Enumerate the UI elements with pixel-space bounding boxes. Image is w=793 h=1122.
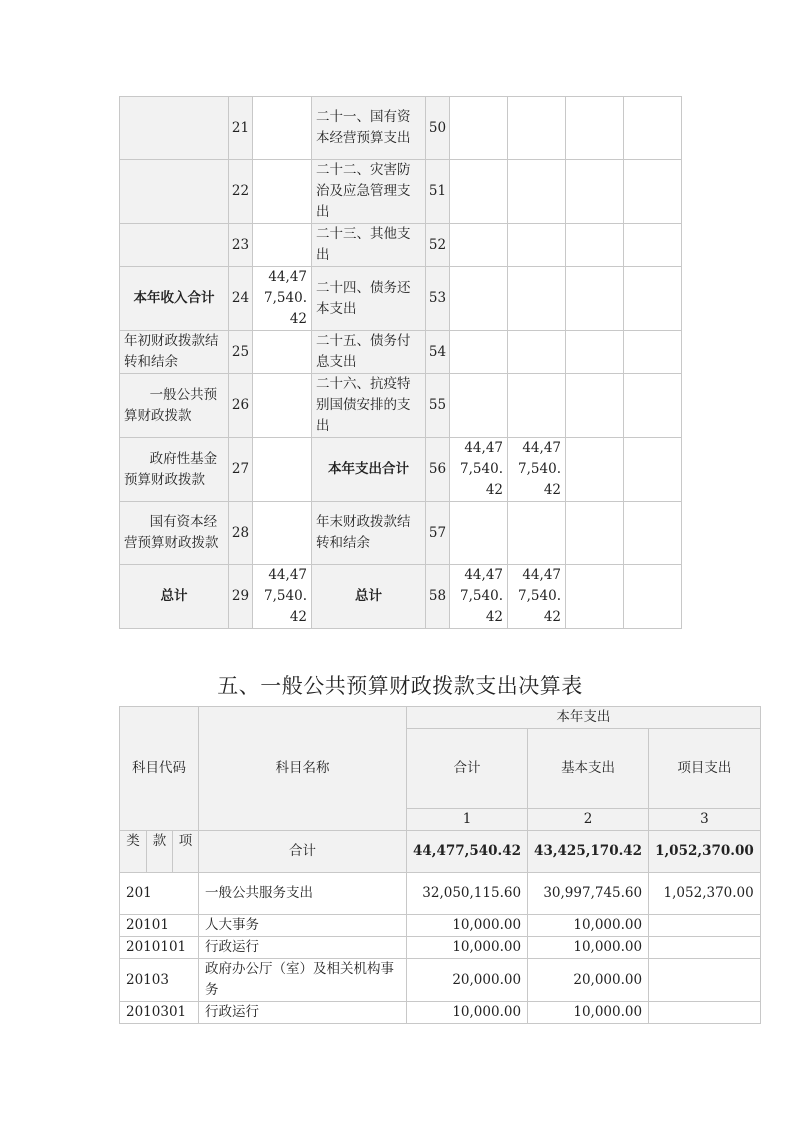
left-item-label bbox=[120, 224, 229, 267]
right-value-v2 bbox=[508, 374, 566, 438]
right-value-v4 bbox=[624, 160, 682, 224]
right-value-v3 bbox=[566, 565, 624, 629]
expenditure-total: 20,000.00 bbox=[407, 959, 528, 1002]
right-value-v1 bbox=[450, 502, 508, 565]
left-item-label: 政府性基金预算财政拨款 bbox=[120, 438, 229, 502]
subject-name: 行政运行 bbox=[199, 937, 407, 959]
table-row bbox=[120, 959, 761, 1002]
header-xiang: 项 bbox=[173, 831, 199, 873]
right-value-v4 bbox=[624, 267, 682, 331]
right-value-v3 bbox=[566, 502, 624, 565]
subject-code: 201 bbox=[120, 873, 199, 915]
right-value-v2 bbox=[508, 502, 566, 565]
right-row-index: 53 bbox=[426, 267, 450, 331]
right-item-label: 二十四、债务还本支出 bbox=[312, 267, 426, 331]
left-value bbox=[253, 438, 312, 502]
left-item-label: 国有资本经营预算财政拨款 bbox=[120, 502, 229, 565]
right-value-v4 bbox=[624, 224, 682, 267]
header-name: 科目名称 bbox=[199, 707, 407, 831]
right-row-index: 51 bbox=[426, 160, 450, 224]
subject-name: 人大事务 bbox=[199, 915, 407, 937]
subject-code: 20101 bbox=[120, 915, 199, 937]
right-value-v4 bbox=[624, 565, 682, 629]
right-row-index: 50 bbox=[426, 97, 450, 160]
right-value-v2 bbox=[508, 97, 566, 160]
left-item-label: 一般公共预算财政拨款 bbox=[120, 374, 229, 438]
col-number-1: 1 bbox=[407, 809, 528, 831]
subject-name: 行政运行 bbox=[199, 1002, 407, 1024]
left-value: 44,477,540.42 bbox=[253, 565, 312, 629]
left-item-label bbox=[120, 160, 229, 224]
expenditure-total: 10,000.00 bbox=[407, 937, 528, 959]
table-row bbox=[120, 873, 761, 915]
table-row bbox=[120, 331, 682, 374]
expenditure-total: 10,000.00 bbox=[407, 1002, 528, 1024]
right-value-v2 bbox=[508, 267, 566, 331]
right-value-v3 bbox=[566, 224, 624, 267]
sum-total: 44,477,540.42 bbox=[407, 831, 528, 873]
subject-name: 一般公共服务支出 bbox=[199, 873, 407, 915]
expenditure-basic: 30,997,745.60 bbox=[528, 873, 649, 915]
expenditure-project: 1,052,370.00 bbox=[649, 873, 761, 915]
sum-project: 1,052,370.00 bbox=[649, 831, 761, 873]
right-row-index: 55 bbox=[426, 374, 450, 438]
header-total: 合计 bbox=[407, 729, 528, 809]
right-value-v1 bbox=[450, 160, 508, 224]
left-row-index: 29 bbox=[229, 565, 253, 629]
table-row bbox=[120, 160, 682, 224]
left-item-label: 本年收入合计 bbox=[120, 267, 229, 331]
table-row bbox=[120, 97, 682, 160]
header-project: 项目支出 bbox=[649, 729, 761, 809]
left-item-label: 总计 bbox=[120, 565, 229, 629]
right-row-index: 56 bbox=[426, 438, 450, 502]
expenditure-project bbox=[649, 1002, 761, 1024]
right-value-v4 bbox=[624, 97, 682, 160]
col-number-3: 3 bbox=[649, 809, 761, 831]
right-item-label: 二十五、债务付息支出 bbox=[312, 331, 426, 374]
expenditure-project bbox=[649, 959, 761, 1002]
right-row-index: 57 bbox=[426, 502, 450, 565]
right-value-v3 bbox=[566, 97, 624, 160]
left-row-index: 22 bbox=[229, 160, 253, 224]
right-value-v1 bbox=[450, 267, 508, 331]
table-row bbox=[120, 565, 682, 629]
sum-label: 合计 bbox=[199, 831, 407, 873]
header-lei: 类 bbox=[120, 831, 147, 873]
right-value-v4 bbox=[624, 374, 682, 438]
right-value-v2 bbox=[508, 224, 566, 267]
general-budget-expenditure-table bbox=[119, 706, 761, 1024]
right-row-index: 54 bbox=[426, 331, 450, 374]
right-value-v2: 44,477,540.42 bbox=[508, 565, 566, 629]
right-item-label: 二十六、抗疫特别国债安排的支出 bbox=[312, 374, 426, 438]
section-title: 五、一般公共预算财政拨款支出决算表 bbox=[217, 674, 583, 698]
right-value-v3 bbox=[566, 374, 624, 438]
header-basic: 基本支出 bbox=[528, 729, 649, 809]
left-value bbox=[253, 224, 312, 267]
right-item-label: 二十一、国有资本经营预算支出 bbox=[312, 97, 426, 160]
header-code: 科目代码 bbox=[120, 707, 199, 831]
table-row bbox=[120, 502, 682, 565]
expenditure-project bbox=[649, 937, 761, 959]
table-row bbox=[120, 374, 682, 438]
left-row-index: 26 bbox=[229, 374, 253, 438]
right-row-index: 52 bbox=[426, 224, 450, 267]
expenditure-basic: 10,000.00 bbox=[528, 1002, 649, 1024]
right-value-v1 bbox=[450, 224, 508, 267]
right-value-v1: 44,477,540.42 bbox=[450, 438, 508, 502]
table-row bbox=[120, 915, 761, 937]
right-row-index: 58 bbox=[426, 565, 450, 629]
right-value-v1 bbox=[450, 331, 508, 374]
subject-code: 20103 bbox=[120, 959, 199, 1002]
right-value-v2 bbox=[508, 160, 566, 224]
left-value bbox=[253, 97, 312, 160]
right-value-v1 bbox=[450, 374, 508, 438]
right-item-label: 二十三、其他支出 bbox=[312, 224, 426, 267]
right-item-label: 二十二、灾害防治及应急管理支出 bbox=[312, 160, 426, 224]
header-kuan: 款 bbox=[147, 831, 173, 873]
header-year-expenditure: 本年支出 bbox=[407, 707, 761, 729]
left-row-index: 27 bbox=[229, 438, 253, 502]
right-value-v4 bbox=[624, 331, 682, 374]
expenditure-basic: 10,000.00 bbox=[528, 937, 649, 959]
subject-name: 政府办公厅（室）及相关机构事务 bbox=[199, 959, 407, 1002]
expenditure-basic: 20,000.00 bbox=[528, 959, 649, 1002]
left-row-index: 23 bbox=[229, 224, 253, 267]
left-row-index: 28 bbox=[229, 502, 253, 565]
left-row-index: 21 bbox=[229, 97, 253, 160]
left-value bbox=[253, 160, 312, 224]
expenditure-total: 10,000.00 bbox=[407, 915, 528, 937]
right-value-v2 bbox=[508, 331, 566, 374]
right-value-v4 bbox=[624, 438, 682, 502]
right-value-v3 bbox=[566, 267, 624, 331]
right-value-v3 bbox=[566, 438, 624, 502]
table-row bbox=[120, 1002, 761, 1024]
left-value bbox=[253, 331, 312, 374]
subject-code: 2010301 bbox=[120, 1002, 199, 1024]
income-expenditure-table bbox=[119, 96, 682, 629]
left-value bbox=[253, 374, 312, 438]
left-row-index: 24 bbox=[229, 267, 253, 331]
right-item-label: 年末财政拨款结转和结余 bbox=[312, 502, 426, 565]
table-row bbox=[120, 224, 682, 267]
left-item-label: 年初财政拨款结转和结余 bbox=[120, 331, 229, 374]
table-row bbox=[120, 267, 682, 331]
left-row-index: 25 bbox=[229, 331, 253, 374]
sum-basic: 43,425,170.42 bbox=[528, 831, 649, 873]
right-item-label: 本年支出合计 bbox=[312, 438, 426, 502]
left-value bbox=[253, 502, 312, 565]
table-row bbox=[120, 438, 682, 502]
right-item-label: 总计 bbox=[312, 565, 426, 629]
left-value: 44,477,540.42 bbox=[253, 267, 312, 331]
table-row bbox=[120, 937, 761, 959]
subject-code: 2010101 bbox=[120, 937, 199, 959]
left-item-label bbox=[120, 97, 229, 160]
right-value-v3 bbox=[566, 160, 624, 224]
expenditure-total: 32,050,115.60 bbox=[407, 873, 528, 915]
col-number-2: 2 bbox=[528, 809, 649, 831]
expenditure-project bbox=[649, 915, 761, 937]
right-value-v1 bbox=[450, 97, 508, 160]
expenditure-basic: 10,000.00 bbox=[528, 915, 649, 937]
right-value-v4 bbox=[624, 502, 682, 565]
right-value-v2: 44,477,540.42 bbox=[508, 438, 566, 502]
right-value-v1: 44,477,540.42 bbox=[450, 565, 508, 629]
right-value-v3 bbox=[566, 331, 624, 374]
